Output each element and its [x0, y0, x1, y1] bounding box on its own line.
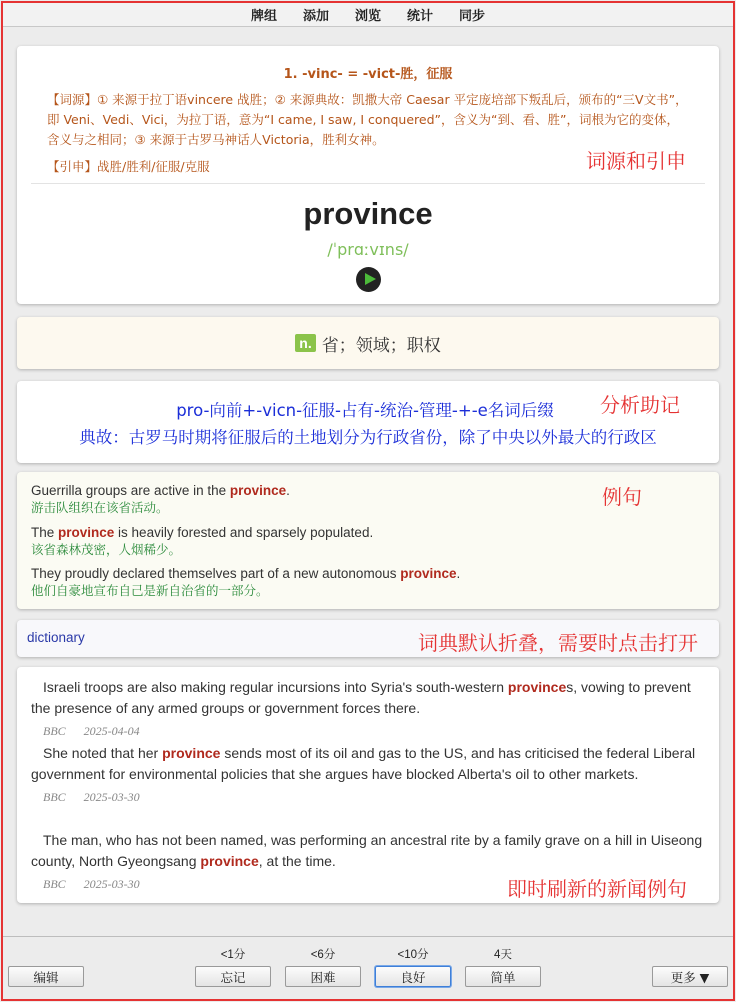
news-item: [31, 743, 707, 808]
play-audio-icon[interactable]: [356, 267, 381, 292]
meaning-card: [17, 317, 719, 369]
definition: 省；领域；职权: [321, 335, 441, 356]
annotation-etymology: 词源和引申: [586, 149, 686, 173]
annotation-news: 即时刷新的新闻例句: [507, 877, 687, 901]
hard-button[interactable]: 困难: [285, 966, 361, 987]
example-english: Guerrilla groups are active in the province.: [31, 483, 290, 498]
interval-good: <10分: [397, 949, 429, 961]
dictionary-toggle[interactable]: dictionary: [27, 630, 85, 645]
edit-button[interactable]: 编辑: [8, 966, 84, 987]
news-meta: [43, 787, 707, 808]
interval-again: <1分: [220, 949, 246, 961]
etymology-card: [17, 46, 719, 304]
news-highlight: province: [200, 853, 259, 869]
example-english: They proudly declared themselves part of a new autonomous province.: [31, 566, 461, 581]
annotation-examples: 例句: [602, 485, 642, 509]
etymology-reference: 【引申】战胜/胜利/征服/克服: [47, 159, 210, 174]
example-translation: 该省森林茂密，人烟稀少。: [31, 542, 182, 557]
news-meta: [43, 721, 707, 742]
easy-button[interactable]: 简单: [465, 966, 541, 987]
example-english: The province is heavily forested and sparsely populated.: [31, 525, 374, 540]
menu-add[interactable]: 添加: [302, 8, 329, 23]
etymology-body: 【词源】① 来源于拉丁语vincere 战胜；② 来源典故：凯撒大帝 Caesar 平定庞培部下叛乱后，颁布的“三V文书”，即 Veni、Vedi、Vici，为拉丁语，意为“I came, I saw, I conquered”，含义为“到、看、胜”，词根为它的变体，含义与之相同；③ 来源于古罗马神话人Victoria，胜利女神。: [47, 92, 688, 147]
mnemonic-line-1: pro-向前+-vicn-征服-占有-统治-管理-+-e名词后缀: [176, 401, 554, 420]
news-highlight: province: [507, 679, 567, 695]
news-date: 2025-03-30: [83, 790, 140, 804]
example-translation: 他们自豪地宣布自己是新自治省的一部分。: [31, 583, 269, 598]
more-button[interactable]: 更多 ▼: [652, 966, 728, 987]
news-item: [31, 677, 707, 742]
bottom-bar: [3, 936, 733, 999]
example-highlight: province: [229, 483, 287, 498]
annotation-dictionary: 词典默认折叠，需要时点击打开: [418, 631, 698, 655]
news-source: BBC: [43, 724, 66, 738]
news-source: BBC: [43, 877, 66, 891]
headword: province: [303, 196, 433, 231]
menu-sync[interactable]: 同步: [459, 8, 486, 23]
interval-hard: <6分: [310, 949, 336, 961]
example-translation: 游击队组织在该省活动。: [31, 500, 169, 515]
news-date: 2025-04-04: [83, 724, 140, 738]
annotation-mnemonic: 分析助记: [600, 393, 680, 417]
news-highlight: province: [162, 745, 221, 761]
mnemonic-line-2: 典故：古罗马时期将征服后的土地划分为行政省份，除了中央以外最大的行政区: [79, 428, 657, 447]
example-item: [31, 565, 460, 599]
example-highlight: province: [400, 566, 457, 581]
pos-badge: n.: [295, 334, 315, 352]
example-highlight: province: [58, 525, 115, 540]
news-source: BBC: [43, 790, 66, 804]
news-date: 2025-03-30: [83, 877, 140, 891]
example-item: [31, 524, 373, 558]
interval-easy: 4天: [494, 949, 512, 961]
top-menu-bar: [3, 3, 733, 27]
menu-browse[interactable]: 浏览: [354, 8, 381, 23]
again-button[interactable]: 忘记: [195, 966, 271, 987]
news-card: [17, 667, 719, 903]
divider: [31, 183, 705, 184]
news-text: She noted that her province sends most of its oil and gas to the US, and has criticised the federal Liberal government for environmental policies that she argues have blocked Alberta's oil to other markets.: [31, 745, 696, 782]
menu-stats[interactable]: 统计: [407, 8, 434, 23]
phonetic: /ˈprɑːvɪns/: [327, 240, 409, 259]
example-item: [31, 482, 290, 516]
news-text: Israeli troops are also making regular incursions into Syria's south-western provinces, vowing to prevent the presence of any armed groups or government forces there.: [31, 679, 691, 716]
news-text: The man, who has not been named, was performing an ancestral rite by a family grave on a hill in Uiseong county, North Gyeongsang province, at the time.: [31, 832, 703, 869]
etymology-heading: 1. -vinc- = -vict-胜，征服: [283, 67, 453, 82]
good-button[interactable]: 良好: [375, 966, 451, 987]
menu-decks[interactable]: 牌组: [250, 8, 277, 23]
